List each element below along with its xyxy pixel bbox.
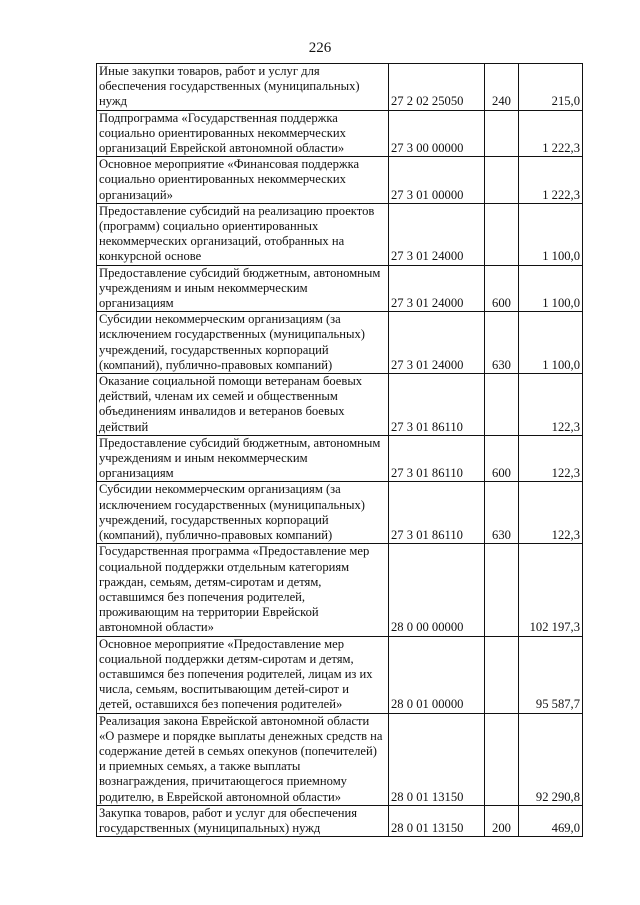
item-name-line: (компаний), публично-правовых компаний) — [99, 528, 333, 543]
item-name-line: Предоставление субсидий бюджетным, автономным — [99, 265, 381, 280]
item-name-line: Реализация закона Еврейской автономной области — [99, 713, 370, 728]
item-name-cell — [97, 265, 389, 312]
item-name-line: исключением государственных (муниципальных) — [99, 497, 365, 512]
item-name-line: Субсидии некоммерческим организациям (за — [99, 312, 341, 327]
item-name-line: содержание детей в семьях опекунов (попечителей) — [99, 743, 377, 758]
table-row — [97, 265, 583, 312]
item-name-line: социально ориентированных некоммерческих — [99, 125, 346, 140]
expense-type-cell: 600 — [485, 265, 519, 312]
item-name-line: действий, членам их семей и общественным — [99, 389, 338, 404]
item-name-line: учреждений, государственных корпораций — [99, 512, 329, 527]
item-name-cell — [97, 805, 389, 836]
expense-type-cell — [485, 110, 519, 157]
item-name-line: Подпрограмма «Государственная поддержка — [99, 110, 338, 125]
expense-type-cell — [485, 157, 519, 204]
item-name-line: некоммерческих организаций, отобранных на — [99, 234, 345, 249]
target-code-cell: 27 3 01 24000 — [389, 265, 485, 312]
target-code-cell: 28 0 00 00000 — [389, 544, 485, 636]
table-row — [97, 544, 583, 636]
item-name-line: числа, семьям, воспитывающим детей-сирот и — [99, 682, 349, 697]
page-number: 226 — [308, 40, 332, 56]
table-row — [97, 312, 583, 374]
table-row — [97, 157, 583, 204]
table-row — [97, 374, 583, 436]
table-row — [97, 64, 583, 111]
item-name-line: социальной поддержки отдельным категориям — [99, 559, 350, 574]
expense-type-cell — [485, 374, 519, 436]
item-name-line: учреждениям и иным некоммерческим — [99, 280, 308, 295]
table-row — [97, 805, 583, 836]
item-name-cell — [97, 435, 389, 482]
item-name-line: и приемных семьях, а также выплаты — [99, 759, 301, 774]
item-name-line: учреждениям и иным некоммерческим — [99, 451, 308, 466]
target-code-cell: 27 2 02 25050 — [389, 64, 485, 111]
item-name-line: конкурсной основе — [99, 249, 202, 264]
amount-cell: 1 222,3 — [519, 110, 583, 157]
item-name-line: (программ) социально ориентированных — [99, 219, 319, 234]
item-name-line: объединениям инвалидов и ветеранов боевых — [99, 404, 345, 419]
item-name-line: организациям — [99, 466, 174, 481]
table-row — [97, 110, 583, 157]
item-name-line: нужд — [99, 94, 127, 109]
target-code-cell: 27 3 01 00000 — [389, 157, 485, 204]
item-name-cell — [97, 713, 389, 805]
item-name-line: организаций» — [99, 187, 173, 202]
target-code-cell: 27 3 00 00000 — [389, 110, 485, 157]
item-name-line: организаций Еврейской автономной области» — [99, 141, 345, 156]
item-name-cell — [97, 482, 389, 544]
item-name-cell — [97, 312, 389, 374]
item-name-line: Иные закупки товаров, работ и услуг для — [99, 64, 320, 78]
item-name-line: граждан, семьям, детям-сиротам и детям, — [99, 574, 322, 589]
target-code-cell: 27 3 01 86110 — [389, 374, 485, 436]
expense-type-cell: 630 — [485, 312, 519, 374]
table-row — [97, 435, 583, 482]
item-name-line: оставшимся без попечения родителей, лицам из их — [99, 666, 373, 681]
item-name-cell — [97, 544, 389, 636]
budget-table — [96, 63, 583, 837]
item-name-line: Предоставление субсидий на реализацию проектов — [99, 203, 375, 218]
item-name-line: исключением государственных (муниципальных) — [99, 327, 365, 342]
item-name-line: организациям — [99, 296, 174, 311]
item-name-line: вознаграждения, причитающегося приемному — [99, 774, 347, 789]
item-name-cell — [97, 636, 389, 713]
expense-type-cell — [485, 203, 519, 265]
amount-cell: 215,0 — [519, 64, 583, 111]
item-name-line: Предоставление субсидий бюджетным, автономным — [99, 435, 381, 450]
target-code-cell: 27 3 01 24000 — [389, 312, 485, 374]
item-name-cell — [97, 374, 389, 436]
table-row — [97, 203, 583, 265]
target-code-cell: 27 3 01 86110 — [389, 482, 485, 544]
item-name-line: Оказание социальной помощи ветеранам боевых — [99, 374, 363, 389]
item-name-cell — [97, 110, 389, 157]
item-name-line: родителю, в Еврейской автономной области» — [99, 789, 342, 804]
item-name-line: государственных (муниципальных) нужд — [99, 820, 321, 835]
table-row — [97, 636, 583, 713]
item-name-line: «О размере и порядке выплаты денежных средств на — [99, 728, 383, 743]
expense-type-cell — [485, 544, 519, 636]
target-code-cell: 28 0 01 13150 — [389, 805, 485, 836]
table-row — [97, 482, 583, 544]
item-name-line: обеспечения государственных (муниципальных) — [99, 79, 360, 94]
target-code-cell: 27 3 01 24000 — [389, 203, 485, 265]
item-name-cell — [97, 64, 389, 111]
target-code-cell: 28 0 01 00000 — [389, 636, 485, 713]
item-name-line: Основное мероприятие «Финансовая поддержка — [99, 157, 360, 172]
expense-type-cell: 630 — [485, 482, 519, 544]
item-name-line: (компаний), публично-правовых компаний) — [99, 357, 333, 372]
item-name-line: детей, оставшихся без попечения родителей» — [99, 697, 343, 712]
expense-type-cell: 600 — [485, 435, 519, 482]
amount-cell: 1 100,0 — [519, 203, 583, 265]
item-name-line: учреждений, государственных корпораций — [99, 342, 329, 357]
item-name-line: социальной поддержки детям-сиротам и детям, — [99, 651, 354, 666]
amount-cell: 92 290,8 — [519, 713, 583, 805]
amount-cell: 122,3 — [519, 482, 583, 544]
item-name-line: оставшимся без попечения родителей, — [99, 589, 306, 604]
expense-type-cell — [485, 713, 519, 805]
amount-cell: 469,0 — [519, 805, 583, 836]
item-name-cell — [97, 203, 389, 265]
target-code-cell: 28 0 01 13150 — [389, 713, 485, 805]
item-name-line: социально ориентированных некоммерческих — [99, 172, 346, 187]
item-name-line: автономной области» — [99, 620, 214, 635]
item-name-cell — [97, 157, 389, 204]
target-code-cell: 27 3 01 86110 — [389, 435, 485, 482]
table-row — [97, 713, 583, 805]
item-name-line: Основное мероприятие «Предоставление мер — [99, 636, 344, 651]
expense-type-cell — [485, 636, 519, 713]
amount-cell: 1 100,0 — [519, 312, 583, 374]
amount-cell: 95 587,7 — [519, 636, 583, 713]
item-name-line: проживающим на территории Еврейской — [99, 605, 319, 620]
amount-cell: 102 197,3 — [519, 544, 583, 636]
amount-cell: 122,3 — [519, 374, 583, 436]
item-name-line: Закупка товаров, работ и услуг для обеспечения — [99, 805, 358, 820]
amount-cell: 1 100,0 — [519, 265, 583, 312]
amount-cell: 122,3 — [519, 435, 583, 482]
budget-table-body — [97, 64, 583, 837]
item-name-line: Государственная программа «Предоставление мер — [99, 544, 370, 559]
expense-type-cell: 240 — [485, 64, 519, 111]
expense-type-cell: 200 — [485, 805, 519, 836]
amount-cell: 1 222,3 — [519, 157, 583, 204]
item-name-line: Субсидии некоммерческим организациям (за — [99, 482, 341, 497]
item-name-line: действий — [99, 419, 149, 434]
